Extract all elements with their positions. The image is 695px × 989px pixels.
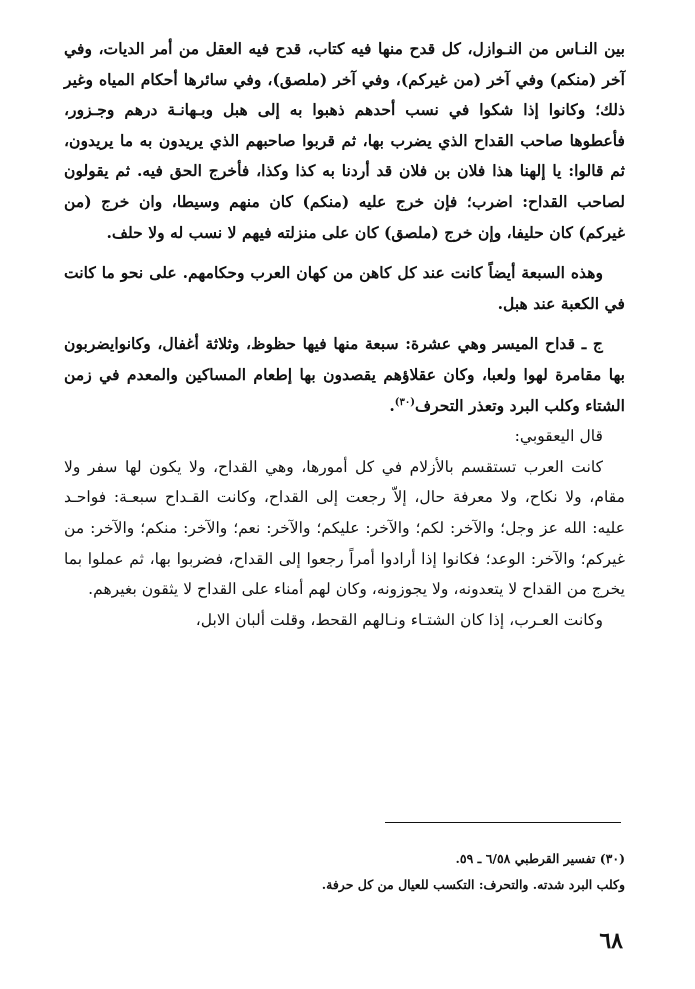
paragraph-4: كانت العرب تستقسم بالأزلام في كل أمورها، وهي القداح، ولا يكون لها سفر ولا مقام، ولا نكاح، ولا معرفة حال، إلاّ رجعت إلى القداح، وكانت القـداح سبعـة: فواحـد عليه: الله عز وجل؛ والآخر: لكم؛ والآخر: عليكم؛ والآخر: نعم؛ والآخر: منكم؛ والآخر: من غيركم؛ والآخر: الوعد؛ فكانوا إذا أرادوا أمراً رجعوا إلى القداح، فضربوا بها، ثم عملوا بما يخرج من القداح لا يتعدونه، ولا يجوزونه، وكان لهم أمناء على القداح لا يثقون بغيرهم.	[64, 457, 625, 599]
paragraph-3-end: .	[389, 395, 395, 415]
paragraph-1: بين النـاس من النـوازل، كل قدح منها فيه كتاب، قدح فيه العقل من أمر الديات، وفي آخر (منكم) وفي آخر (من غيركم)، وفي آخر (ملصق)، وفي سائرها أحكام المياه وغير ذلك؛ وكانوا إذا شكوا في نسب أحدهم ذهبوا به إلى هبل وبـهانـة درهم وجـزور، فأعطوها صاحب القداح الذي يضرب بها، ثم قربوا صاحبهم الذي يريدون به ما يريدون، ثم قالوا: يا إلهنا هذا فلان بن فلان قد أردنا به كذا وكذا، فأخرج الحق فيه. ثم يقولون لصاحب القداح: اضرب؛ فإن خرج عليه (منكم) كان منهم وسيطا، وان خرج (من غيركم) كان حليفا، وإن خرج (ملصق) كان على منزلته فيهم لا نسب له ولا حلف.	[64, 39, 625, 242]
footnotes	[200, 846, 625, 898]
paragraph-2: وهذه السبعة أيضاً كانت عند كل كاهن من كهان العرب وحكامهم. على نحو ما كانت في الكعبة عند هبل.	[64, 263, 625, 313]
main-text	[64, 34, 625, 635]
paragraph-3	[64, 329, 625, 421]
quote-intro: قال اليعقوبي:	[514, 427, 603, 446]
paragraph-5: وكانت العـرب، إذا كان الشتـاء ونـالهم القحط، وقلت ألبان الابل،	[195, 610, 603, 629]
footnote-1: (٣٠) تفسير القرطبي ٦/٥٨ ـ ٥٩.	[455, 851, 625, 866]
footnote-2: وكلب البرد شدته. والتحرف: التكسب للعيال من كل حرفة.	[321, 877, 625, 892]
footnote-reference[interactable]: (٣٠)	[394, 396, 415, 408]
footnote-divider	[385, 822, 621, 823]
paragraph-3-text: ج ـ قداح الميسر وهي عشرة: سبعة منها فيها حظوظ، وثلاثة أغفال، وكانوايضربون بها مقامرة لهوا ولعبا، وكان عقلاؤهم يقصدون بها إطعام المساكين والمعدم في زمن الشتاء وكلب البرد وتعذر التحرف	[64, 334, 625, 415]
page-number: ٦٨	[599, 928, 623, 954]
